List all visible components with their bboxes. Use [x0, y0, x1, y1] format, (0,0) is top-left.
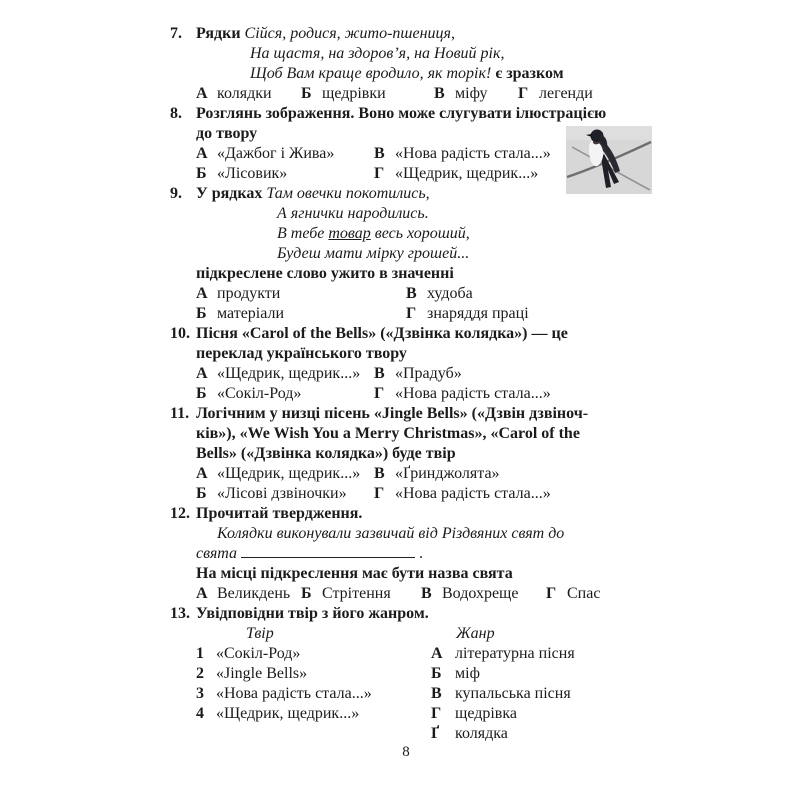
q12-option-b: Б Стрітення — [301, 585, 391, 602]
q13-number: 13. — [170, 605, 190, 622]
q13-works-column — [196, 624, 431, 744]
q9-underlined-word: товар — [328, 225, 371, 242]
q13-genre-a: А літературна пісня — [431, 645, 575, 662]
q12-quote-line-2: свята . — [196, 545, 424, 562]
q8-option-a: А «Дажбог і Жива» — [196, 145, 335, 162]
q8-number: 8. — [170, 105, 182, 122]
q11-options-row-1 — [170, 464, 652, 484]
q9-option-g: Г знаряддя праці — [406, 305, 529, 322]
q11-option-v: В «Ґринджолята» — [374, 465, 500, 482]
question-7 — [170, 24, 652, 104]
answer-blank — [241, 544, 415, 558]
q11-number: 11. — [170, 405, 190, 422]
q7-option-v: В міфу — [434, 85, 488, 102]
q13-work-2: 2 «Jingle Bells» — [196, 665, 308, 682]
q12-number: 12. — [170, 505, 190, 522]
q10-options-row-2 — [170, 384, 652, 404]
question-10 — [170, 324, 652, 404]
q9-option-v: В худоба — [406, 285, 473, 302]
q9-options-row-2 — [170, 304, 652, 324]
q11-head-line-1: 11. Логічним у низці пісень «Jingle Bells» («Дзвін дзвіноч- — [170, 405, 589, 422]
q9-prompt: підкреслене слово ужито в значенні — [196, 265, 454, 282]
q7-option-a: А колядки — [196, 85, 272, 102]
q12-prompt: На місці підкреслення має бути назва свята — [196, 565, 513, 582]
q13-work-1: 1 «Сокіл-Род» — [196, 645, 301, 662]
q9-option-a: А продукти — [196, 285, 281, 302]
q12-option-g: Г Спас — [546, 585, 601, 602]
page-number: 8 — [402, 744, 410, 760]
q11-option-b: Б «Лісові дзвіночки» — [196, 485, 347, 502]
q8-option-g: Г «Щедрик, щедрик...» — [374, 165, 539, 182]
q10-head-line-2: переклад українського твору — [196, 345, 407, 362]
swallow-illustration — [566, 126, 652, 194]
question-12 — [170, 504, 652, 604]
q7-quote-line-2: На щастя, на здоров’я, на Новий рік, — [250, 45, 505, 62]
q7-quote-1: Сійся, родися, жито-пшениця, — [244, 25, 455, 42]
swallow-image — [566, 126, 652, 194]
q9-option-b: Б матеріали — [196, 305, 285, 322]
q9-lead: У рядках — [196, 185, 263, 202]
q13-head-line: 13. Увідповідни твір з його жанром. — [170, 605, 429, 622]
q7-tail: є зразком — [495, 65, 564, 82]
q11-head-line-3: Bells» («Дзвінка колядка») буде твір — [196, 445, 456, 462]
q9-number: 9. — [170, 185, 182, 202]
q12-options — [170, 584, 652, 604]
q10-number: 10. — [170, 325, 190, 342]
q7-quote-line-3: Щоб Вам краще вродило, як торік! є зразком — [250, 65, 564, 82]
q12-option-v: В Водохреще — [421, 585, 519, 602]
q13-matching-table — [170, 624, 652, 744]
q7-options — [170, 84, 652, 104]
q13-genres-header: Жанр — [456, 625, 495, 642]
q12-head-line: 12. Прочитай твердження. — [170, 505, 363, 522]
q11-options-row-2 — [170, 484, 652, 504]
q13-genre-b: Б міф — [431, 665, 480, 682]
q13-work-4: 4 «Щедрик, щедрик...» — [196, 705, 360, 722]
q10-option-v: В «Прадуб» — [374, 365, 462, 382]
q9-quote-line-2: А ягнички народились. — [277, 205, 429, 222]
q9-options-row-1 — [170, 284, 652, 304]
q8-option-v: В «Нова радість стала...» — [374, 145, 551, 162]
q8-head-line-2: до твору — [196, 125, 258, 142]
q10-head-line-1: 10. Пісня «Carol of the Bells» («Дзвінка колядка») — це — [170, 325, 568, 342]
q9-quote-1: Там овечки покотились, — [266, 185, 430, 202]
q13-genre-ge: Ґ колядка — [431, 725, 508, 742]
q13-genre-v: В купальська пісня — [431, 685, 571, 702]
q13-genres-column — [431, 624, 652, 744]
q7-number: 7. — [170, 25, 182, 42]
q13-work-3: 3 «Нова радість стала...» — [196, 685, 372, 702]
question-11 — [170, 404, 652, 504]
q9-quote-line-3: В тебе товар весь хороший, — [277, 225, 470, 242]
q9-quote-line-4: Будеш мати мірку грошей... — [277, 245, 470, 262]
question-9 — [170, 184, 652, 324]
q12-option-a: А Великдень — [196, 585, 291, 602]
q13-works-header: Твір — [246, 625, 274, 642]
q7-head-line — [170, 24, 652, 44]
q7-lead: Рядки — [196, 25, 241, 42]
q10-option-a: А «Щедрик, щедрик...» — [196, 365, 361, 382]
q11-head-line-2: ків»), «We Wish You a Merry Christmas», «Carol of the — [196, 425, 580, 442]
q7-option-b: Б щедрівки — [301, 85, 386, 102]
q8-head-line-1: 8. Розглянь зображення. Воно може слугувати ілюстрацією — [170, 105, 607, 122]
q10-option-b: Б «Сокіл-Род» — [196, 385, 302, 402]
q10-option-g: Г «Нова радість стала...» — [374, 385, 551, 402]
question-13 — [170, 604, 652, 744]
q12-quote-line-1: Колядки виконували зазвичай від Різдвяних свят до — [217, 525, 565, 542]
q13-genre-g: Г щедрівка — [431, 705, 517, 722]
q11-option-g: Г «Нова радість стала...» — [374, 485, 551, 502]
q8-option-b: Б «Лісовик» — [196, 165, 288, 182]
q11-option-a: А «Щедрик, щедрик...» — [196, 465, 361, 482]
q10-options-row-1 — [170, 364, 652, 384]
q7-option-g: Г легенди — [518, 85, 593, 102]
